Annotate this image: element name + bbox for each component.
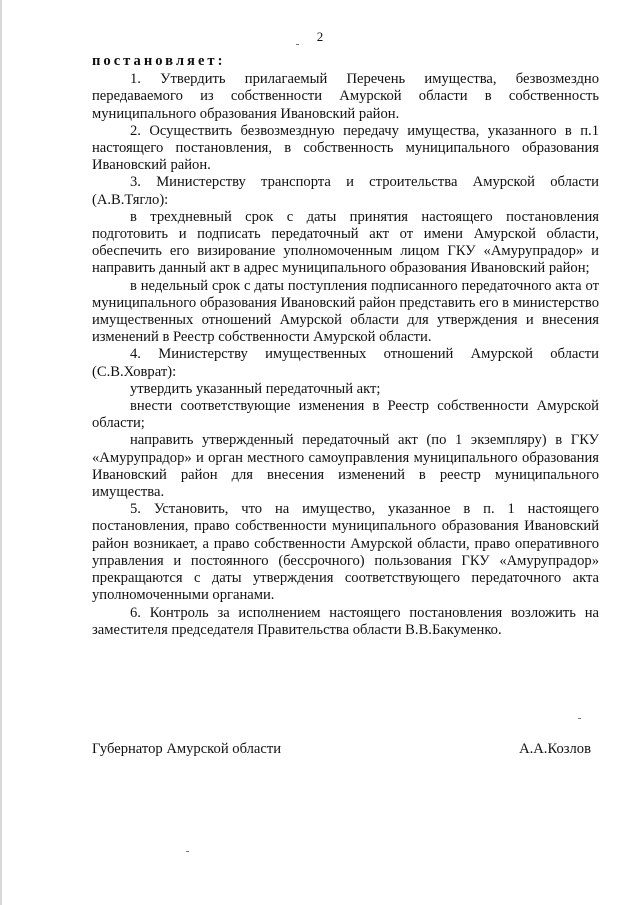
paragraph-1: 1. Утвердить прилагаемый Перечень имущества, безвозмездно передаваемого из собственности Амурской области в собственность муниципального образования Ивановский район. bbox=[92, 71, 599, 122]
paragraph-3-item-2: в недельный срок с даты поступления подписанного передаточного акта от муниципального образования Ивановский район представить его в министерство имущественных отношений Амурской области для утверждения и внесения изменений в Реестр собственности Амурской области. bbox=[92, 277, 599, 346]
paragraph-4-item-1: утвердить указанный передаточный акт; bbox=[130, 380, 381, 397]
paragraph-5: 5. Установить, что на имущество, указанное в п. 1 настоящего постановления, право собственности муниципального образования Ивановский район возникает, а право собственности Амурской области, право оперативного управления и постоянного (бессрочного) пользования ГКУ «Амурупрадор» прекращаются с даты утверждения соответствующего передаточного акта уполномоченными органами. bbox=[92, 501, 599, 604]
signature-block bbox=[92, 741, 591, 758]
document-body bbox=[92, 53, 599, 639]
scan-edge bbox=[0, 0, 2, 905]
signatory-name: А.А.Козлов bbox=[519, 741, 591, 757]
paragraph-4: 4. Министерству имущественных отношений Амурской области (С.В.Ховрат): bbox=[92, 346, 599, 380]
page-number: 2 bbox=[316, 29, 324, 44]
paragraph-2: 2. Осуществить безвозмездную передачу имущества, указанного в п.1 настоящего постановления, в собственность муниципального образования Ивановский район. bbox=[92, 122, 599, 174]
paragraph-3-item-1: в трехдневный срок с даты принятия настоящего постановления подготовить и подписать передаточный акт от имени Амурской области, обеспечить его визирование уполномоченным лицом ГКУ «Амурупрадор» и направить данный акт в адрес муниципального образования Ивановский район; bbox=[92, 208, 599, 277]
scan-speck bbox=[186, 851, 189, 852]
signatory-position: Губернатор Амурской области bbox=[92, 741, 282, 757]
paragraph-3: 3. Министерству транспорта и строительства Амурской области (А.В.Тягло): bbox=[92, 174, 599, 208]
paragraph-4-item-2: внести соответствующие изменения в Реестр собственности Амурской области; bbox=[92, 398, 599, 432]
scan-speck bbox=[578, 718, 581, 719]
paragraph-6: 6. Контроль за исполнением настоящего постановления возложить на заместителя председателя Правительства области В.В.Бакуменко. bbox=[92, 604, 599, 638]
paragraph-4-item-3: направить утвержденный передаточный акт (по 1 экземпляру) в ГКУ «Амурупрадор» и орган местного самоуправления муниципального образования Ивановский район для внесения изменений в реестр муниципального имущества. bbox=[92, 432, 599, 501]
resolution-heading: постановляет: bbox=[92, 53, 226, 69]
